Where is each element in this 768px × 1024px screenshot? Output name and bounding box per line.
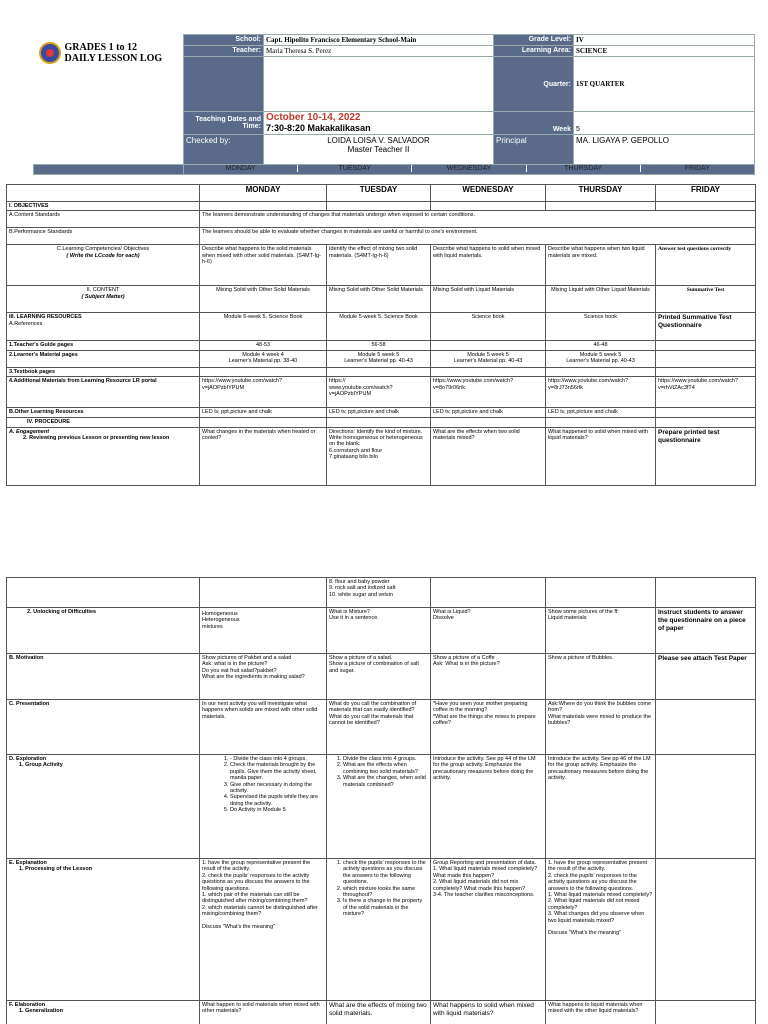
teacher-value: Maria Theresa S. Perez [264, 46, 494, 57]
content-fri: Summative Test [656, 286, 756, 313]
elab-thu: What happens to liquid materials when mixed with the other liquid materials? [546, 1001, 656, 1024]
comp-mon: Describe what happens to the solid materials when mixed with other solid materials. (S4MT-Ig-h-6) [200, 245, 327, 286]
grade-value: IV [574, 35, 755, 46]
col-friday: FRIDAY [656, 185, 756, 202]
unlock-mon: Homogeneous Heterogeneous mixtures [200, 608, 327, 654]
tg-mon: 48-53 [200, 341, 327, 350]
res-tue: Module 5-week 5, Science Book [327, 313, 431, 341]
list-item: 2. which mixture looks the same throughout? [343, 886, 428, 899]
elab-fri [656, 1001, 756, 1024]
col-tuesday: TUESDAY [327, 185, 431, 202]
list-item: 3. What are the changes, when solid materials combined? [343, 775, 428, 788]
checked-label: Checked by: [184, 135, 264, 165]
unlock-wed: What is Liquid? Dissolve [431, 608, 546, 654]
res-fri: Printed Summative Test Questionnaire [656, 313, 756, 341]
col-thursday: THURSDAY [546, 185, 656, 202]
pres-fri [656, 700, 756, 755]
proc-label: IV. PROCEDURE [7, 418, 200, 427]
list-item: 1. - Divide the class into 4 groups. [230, 756, 324, 762]
lesson-table-page1 [6, 184, 756, 486]
eng-fri: Prepare printed test questionnaire [656, 427, 756, 485]
lm-tue: Module 5 week 5 Learner's Material pp. 40-43 [327, 350, 431, 367]
lesson-log-header [33, 34, 755, 175]
day-header-thu: THURSDAY [527, 165, 641, 172]
unlock-thu: Show some pictures of the ff: Liquid materials [546, 608, 656, 654]
elab-mon: What happen to solid materials when mixed with other materials? [200, 1001, 327, 1024]
content-thu: Mixing Liquid with Other Liquid Materials [546, 286, 656, 313]
lm-mon: Module 4 week 4 Learner's Material pp. 38-40 [200, 350, 327, 367]
elab-tue: What are the effects of mixing two solid materials. [327, 1001, 431, 1024]
add-mon[interactable]: https://www.youtube.com/watch?v=jAOPzbIYPUM [200, 377, 327, 408]
other-tue: LED tv, ppt,picture and chalk [327, 408, 431, 418]
tg-fri [656, 341, 756, 350]
eng-tue-continued: 8. flour and baby powder 9. rock salt and iodized salt 10. white sugar and vetsin [327, 578, 431, 608]
day-header-tue: TUESDAY [298, 165, 412, 172]
elab-label: F. Elaboration [9, 1002, 46, 1008]
title-line2: DAILY LESSON LOG [64, 52, 163, 64]
comp-wed: Describe what happens to solid when mixed with liquid materials. [431, 245, 546, 286]
motiv-wed: Show a picture of a Coffe Ask: What is in the picture? [431, 654, 546, 700]
unlock-fri: Instruct students to answer the questionnaire on a piece of paper [656, 608, 756, 654]
content-wed: Mixing Solid with Liquid Materials [431, 286, 546, 313]
lm-fri [656, 350, 756, 367]
add-thu[interactable]: https://www.youtube.com/watch?v=8rJ73n56rIk [546, 377, 656, 408]
eng-sub: 2. Reviewing previous Lesson or presenting new lesson [23, 435, 170, 442]
expl-label: D. Exploration [9, 756, 47, 762]
list-item: 4. Supervised the pupils while they are doing the activity. [230, 794, 324, 807]
comp-tue: Identify the effect of mixing two solid materials. (S4MT-Ig-h-6) [327, 245, 431, 286]
content-label: II. CONTENT [86, 287, 120, 294]
principal-name: MA. LIGAYA P. GEPOLLO [574, 135, 755, 165]
pres-thu: Ask:Where do you think the bubbles come from? What materials were mixed to produce the bubbles? [546, 700, 656, 755]
lm-wed: Module 5 week 5 Learner's Material pp. 40-43 [431, 350, 546, 367]
motiv-thu: Show a picture of Bubbles. [546, 654, 656, 700]
title-line1: GRADES 1 to 12 [64, 41, 138, 53]
comp-fri: Answer test questions correctly [656, 245, 756, 286]
lm-label: 2.Learner's Material pages [7, 350, 200, 367]
lm-thu: Module 5 week 5 Learner's Material pp. 40-43 [546, 350, 656, 367]
motiv-mon: Show pictures of Pakbet and a salad Ask: what is in the picture? Do you eat fruit salad?pakbet? What are the ingredients in making salad? [200, 654, 327, 700]
res-wed: Science book [431, 313, 546, 341]
expn-label: E. Explanation [9, 860, 47, 866]
content-std-label: A.Content Standards [7, 211, 200, 228]
other-fri [656, 408, 756, 418]
add-tue[interactable]: https:// www.youtube.com/watch?v=jAOPzbIYPUM [327, 377, 431, 408]
res-ref: A.References [9, 320, 43, 327]
other-wed: LED tv, ppt,picture and chalk [431, 408, 546, 418]
expn-tue-list [329, 860, 428, 918]
tg-label: 1.Teacher's Guide pages [7, 341, 200, 350]
tb-label: 3.Textbook pages [7, 367, 200, 376]
perf-std-value: The learners should be able to evaluate whether changes in materials are useful or harmful to one's environment. [200, 228, 756, 245]
motiv-label: B. Motivation [7, 654, 200, 700]
col-wednesday: WEDNESDAY [431, 185, 546, 202]
checker-title: Master Teacher II [347, 145, 410, 154]
res-thu: Science book [546, 313, 656, 341]
expn-thu: 1. have the group representative present the result of the activity. 2. check the pupils' responses to the activity questions as you discuss the answers to the following questions. 1. What liquid materials mixed completely? 2. What liquid materials did not mixed completely? 3. What changes did you observe when two liquid materials mixed? Discuss "What's the meaning" [546, 859, 656, 1001]
dates-label: Teaching Dates and Time: [184, 112, 264, 135]
eng-label: A. Engagement [9, 428, 50, 435]
expl-thu: Introduce the activity. See pp 46 of the LM for the group activity. Emphasize the precautionary measures before doing the activity. [546, 755, 656, 859]
area-label: Learning Area: [494, 46, 574, 57]
day-header-fri: FRIDAY [684, 165, 710, 172]
comp-sub: ( Write the LCcode for each) [66, 252, 140, 259]
principal-label: Principal [494, 135, 574, 165]
other-thu: LED tv, ppt,picture and chalk [546, 408, 656, 418]
teaching-time: 7:30-8:20 Makakalikasan [266, 123, 371, 133]
teaching-dates: October 10-14, 2022 [266, 112, 361, 123]
deped-seal-icon [39, 42, 61, 64]
quarter-label: Quarter: [494, 57, 574, 112]
header-brand [34, 35, 184, 165]
pres-tue: What do you call the combination of materials that can easily identified? What do you call the materials that cannot be identified? [327, 700, 431, 755]
content-sub: ( Subject Matter) [81, 293, 125, 300]
list-item: 3. Give other necessary in doing the activity. [230, 782, 324, 795]
add-label: 4.Additional Materials from Learning Resource LR portal [7, 377, 200, 408]
list-item: 1. Divide the class into 4 groups. [343, 756, 428, 762]
teacher-label: Teacher: [184, 46, 264, 57]
expn-sub: 1. Processing of the Lesson [19, 866, 93, 873]
unlock-tue: What is Mixture? Use it in a sentence. [327, 608, 431, 654]
tg-thu: 46-48 [546, 341, 656, 350]
expl-mon-list [220, 756, 324, 814]
checker-name: LOIDA LOISA V. SALVADOR [327, 136, 430, 145]
add-fri[interactable]: https://www.youtube.com/watch?v=rhVtZAc3fT4 [656, 377, 756, 408]
add-wed[interactable]: https://www.youtube.com/watch?v=8o79r06rik [431, 377, 546, 408]
motiv-fri: Please see attach Test Paper [656, 654, 756, 700]
content-mon: Mixing Solid with Other Solid Materials [200, 286, 327, 313]
other-mon: LED tv, ppt,picture and chalk [200, 408, 327, 418]
list-item: 5. Do Activity in Module 5 [230, 807, 324, 813]
expl-sub: 1. Group Activity [19, 762, 63, 769]
list-item: 1. check the pupils' responses to the activity questions as you discuss the answers to the following questions. [343, 860, 428, 886]
list-item: 3. Is there a change in the property of the solid materials in the mixture? [343, 898, 428, 917]
pres-mon: In our next activity you will investigate what happens when solids are mixed with other solid materials. [200, 700, 327, 755]
school-label: School: [184, 35, 264, 46]
grade-label: Grade Level: [494, 35, 574, 46]
unlock-label: 2. Unlocking of Difficulties [7, 608, 200, 654]
elab-wed: What happens to solid when mixed with liquid materials? [431, 1001, 546, 1024]
other-label: B.Other Learning Resources [7, 408, 200, 418]
expl-tue-list [329, 756, 428, 788]
area-value: SCIENCE [574, 46, 755, 57]
tg-tue: 56-58 [327, 341, 431, 350]
eng-thu: What happened to solid when mixed with liquid materials? [546, 427, 656, 485]
objectives-heading: I. OBJECTIVES [7, 202, 200, 211]
col-monday: MONDAY [200, 185, 327, 202]
pres-wed: *Have you seen your mother preparing coffee in the morning? *What are the things she mixes to prepare coffee? [431, 700, 546, 755]
content-std-value: The learners demonstrate understanding of changes that materials undergo when exposed to certain conditions. [200, 211, 756, 228]
list-item: 2. Check the materials brought by the pupils. Give them the activity sheet, manila paper. [230, 762, 324, 781]
motiv-tue: Show a picture of a salad. Show a picture of combination of salt and sugar. [327, 654, 431, 700]
res-mon: Module 5-week 5, Science Book [200, 313, 327, 341]
content-tue: Mixing Solid with Other Solid Materials [327, 286, 431, 313]
eng-tue: Directions: Identify the kind of mixture. Write homogeneous or heterogeneous on the blank. 6.cornstarch and flour 7.ginataang bilo bilo [327, 427, 431, 485]
tg-wed [431, 341, 546, 350]
day-header-wed: WEDNESDAY [412, 165, 526, 172]
expn-wed: Group Reporting and presentation of data. 1. What liquid materials mixed completely? What made this happen? 2. What liquid materials did not mix completely? What made this happen? 3-4. The teacher clarifies misconceptions. [431, 859, 546, 1001]
day-header-mon: MONDAY [184, 165, 298, 172]
expn-mon: 1. have the group representative present the result of the activity. 2. check the pupils' responses to the activity questions as you discuss the answers to the following questions. 1. which pair of the materials can still be distinguished after mixing/combining them? 2. which materials cannot be distinguished after mixing/combining them? Discuss "What's the meaning" [200, 859, 327, 1001]
comp-label: C.Learning Competencies/ Objectives [56, 246, 150, 253]
expl-wed: Introduce the activity. See pp 44 of the LM for the group activity. Emphasize the precautionary measures before doing the activity. [431, 755, 546, 859]
quarter-value: 1ST QUARTER [574, 57, 755, 112]
perf-std-label: B.Performance Standards [7, 228, 200, 245]
pres-label: C. Presentation [7, 700, 200, 755]
school-value: Capt. Hipolito Francisco Elementary School-Main [264, 35, 494, 46]
week-value: 5 [574, 112, 755, 135]
elab-sub: 1. Generalization [19, 1008, 64, 1015]
week-label: Week [494, 112, 574, 135]
lesson-table-page2 [6, 577, 756, 1024]
eng-wed: What are the effects when two solid materials mixed? [431, 427, 546, 485]
list-item: 2. What are the effects when combining two solid materials? [343, 762, 428, 775]
res-label: III. LEARNING RESOURCES [9, 314, 82, 321]
comp-thu: Describe what happens when two liquid materials are mixed. [546, 245, 656, 286]
eng-mon: What changes in the materials when heated or cooled? [200, 427, 327, 485]
